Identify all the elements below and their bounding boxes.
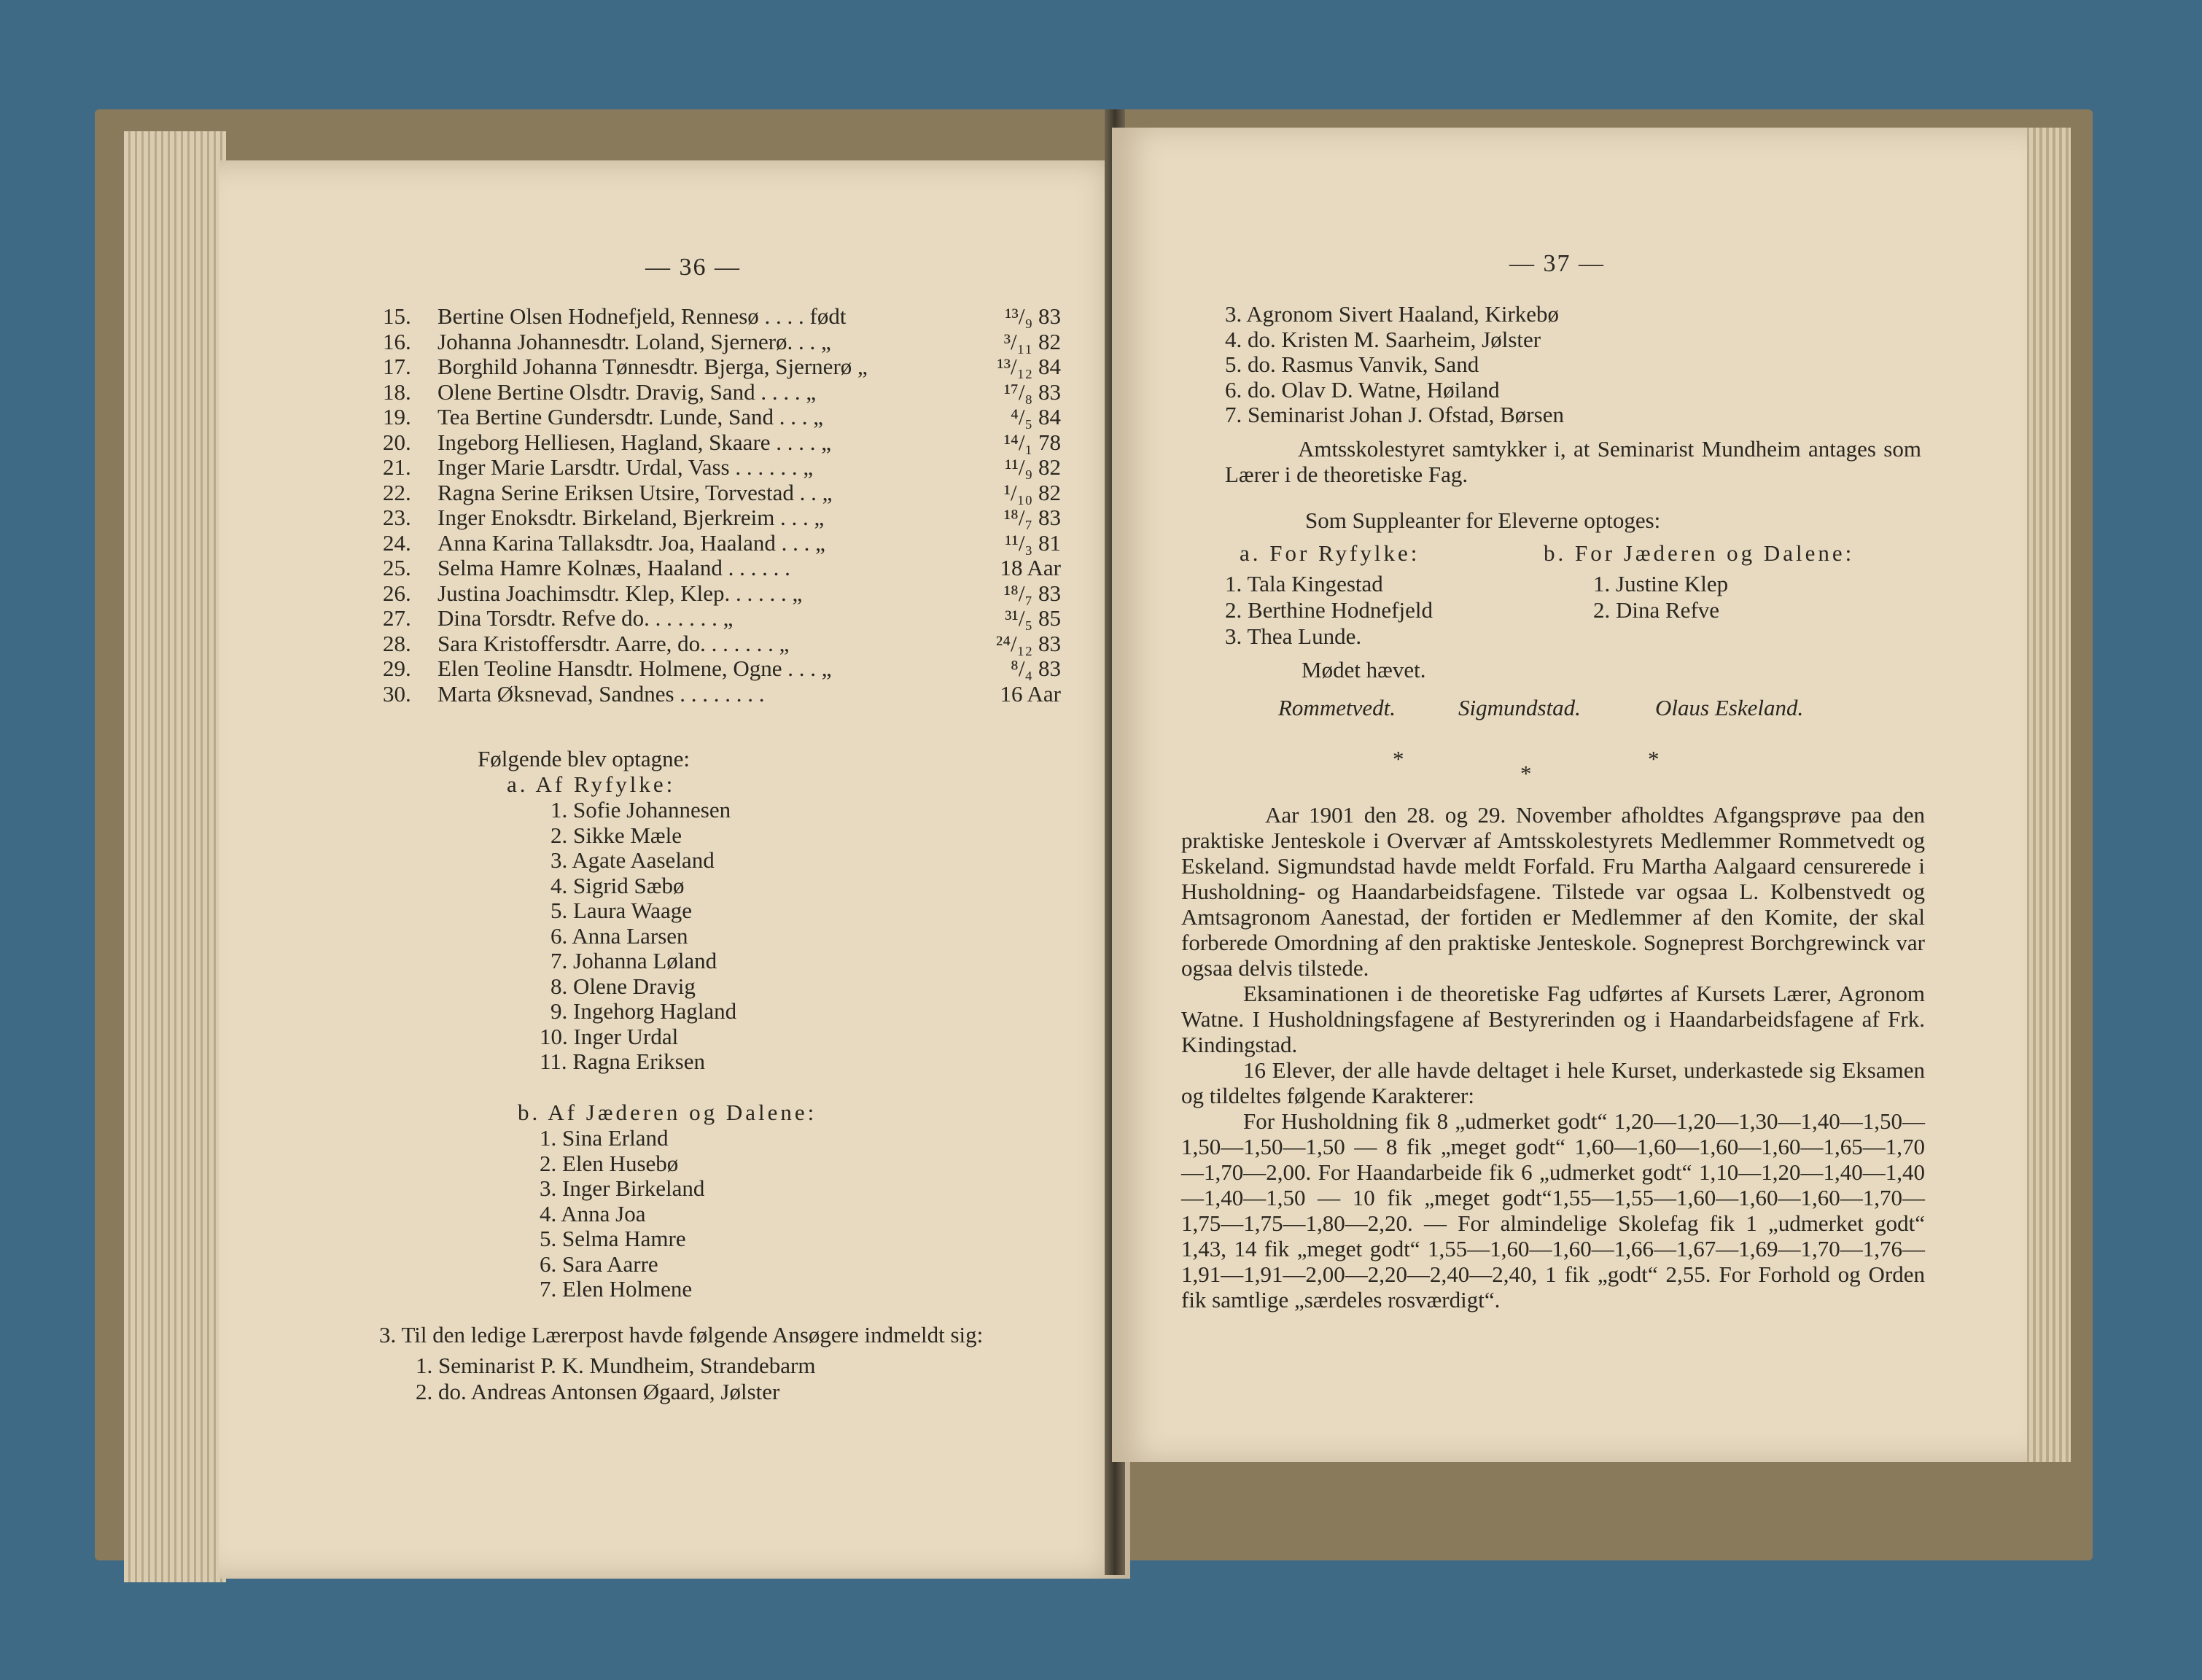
student-entry: Olene Bertine Olsdtr. Dravig, Sand . . . . „ [437,378,817,405]
student-number: 22. [383,479,411,505]
page-number-right: — 37 — [1509,250,1605,277]
student-number: 18. [383,378,411,405]
student-number: 30. [383,680,411,707]
page-edges-right [2020,128,2071,1462]
admitted-student-b: 2. Elen Husebø [540,1150,679,1176]
student-birthdate: 18 Aar [1000,555,1061,580]
student-birthdate: ¹⁷/₈ 83 [1003,378,1061,405]
left-page [219,160,1130,1579]
page-edges-left [124,131,226,1582]
admitted-student-b: 5. Selma Hamre [540,1226,686,1251]
student-number: 25. [383,555,411,580]
student-number: 28. [383,630,411,656]
applicants-heading: 3. Til den ledige Lærerpost havde følgende Ansøgere indmeldt sig: [379,1322,984,1348]
exam-paragraph-1: Aar 1901 den 28. og 29. November afholdtes Afgangsprøve paa den praktiske Jenteskole i Overvær af Amtsskolestyrets Medlemmer Rommetvedt og Eskeland. Sigmundstad havde meldt Forfald. Fru Martha Aalgaard censurerede i Husholdning- og Haandarbeidsfagene. Tilstede var ogsaa L. Kolbenstvedt og Amtsagronom Aanestad, der fortiden er Medlemmer af den Komite, der skal forberede Omordning af den praktiske Jenteskole. Sogneprest Borchgrewinck var ogsaa delvis tilstede. [1181,802,1925,981]
student-entry: Anna Karina Tallaksdtr. Joa, Haaland . . . „ [437,529,825,556]
student-number: 19. [383,404,411,429]
student-entry: Tea Bertine Gundersdtr. Lunde, Sand . . . „ [437,404,823,429]
admitted-student-a: 7. Johanna Løland [550,948,717,973]
applicant-entry: 4. do. Kristen M. Saarheim, Jølster [1225,326,1541,352]
student-number: 27. [383,605,411,631]
student-entry: Marta Øksnevad, Sandnes . . . . . . . . [437,680,765,707]
decision-paragraph: Amtsskolestyret samtykker i, at Seminarist Mundheim antages som Lærer i de theoretiske Fag. [1225,436,1921,487]
substitute-a: 3. Thea Lunde. [1225,623,1362,649]
student-birthdate: ⁸/₄ 83 [1011,656,1061,681]
admitted-student-b: 4. Anna Joa [540,1200,646,1226]
admitted-student-a: 10. Inger Urdal [540,1023,679,1049]
admitted-student-a: 2. Sikke Mæle [550,822,682,848]
admitted-student-a: 8. Olene Dravig [550,973,696,999]
exam-paragraph-3: 16 Elever, der alle havde deltaget i hele Kurset, underkastede sig Eksamen og tildeltes følgende Karakterer: [1181,1057,1925,1108]
admitted-student-a: 11. Ragna Eriksen [540,1049,705,1074]
student-entry: Johanna Johannesdtr. Loland, Sjernerø. . . „ [437,328,831,354]
asterisk-2: * [1520,761,1532,786]
student-entry: Bertine Olsen Hodnefjeld, Rennesø . . . . født [437,303,847,329]
admitted-student-a: 9. Ingehorg Hagland [550,998,737,1024]
applicant-entry: 7. Seminarist Johan J. Ofstad, Børsen [1225,402,1564,427]
asterisk-1: * [1393,746,1404,771]
student-birthdate: ¹³/₁₂ 84 [997,354,1061,379]
student-entry: Selma Hamre Kolnæs, Haaland . . . . . . [437,555,790,580]
student-birthdate: ¹¹/₃ 81 [1005,529,1061,556]
student-birthdate: ¹¹/₉ 82 [1005,454,1061,480]
admitted-student-a: 1. Sofie Johannesen [550,797,731,822]
substitute-a: 1. Tala Kingestad [1225,571,1383,596]
student-birthdate: ¹⁸/₇ 83 [1003,505,1061,530]
student-birthdate: ³¹/₅ 85 [1005,605,1061,631]
applicant-entry: 5. do. Rasmus Vanvik, Sand [1225,351,1479,377]
student-number: 29. [383,656,411,681]
student-entry: Inger Enoksdtr. Birkeland, Bjerkreim . . . „ [437,505,825,530]
sub-a-label: a. For Ryfylke: [1240,540,1420,566]
admitted-heading: Følgende blev optagne: [478,746,690,771]
student-entry: Justina Joachimsdtr. Klep, Klep. . . . . . „ [437,580,803,606]
student-birthdate: ⁴/₅ 84 [1011,404,1061,429]
applicant-entry: 3. Agronom Sivert Haaland, Kirkebø [1225,301,1560,327]
student-birthdate: ²⁴/₁₂ 83 [995,630,1061,656]
admitted-student-a: 4. Sigrid Sæbø [550,872,685,898]
right-page [1112,128,2027,1462]
page-number-left: — 36 — [645,254,741,281]
student-birthdate: 16 Aar [1000,680,1061,707]
signature-2: Sigmundstad. [1458,695,1581,720]
exam-paragraph-4: For Husholdning fik 8 „udmerket godt“ 1,20—1,20—1,30—1,40—1,50—1,50—1,50—1,50 — 8 fik „meget godt“ 1,60—1,60—1,60—1,60—1,65—1,70—1,70—2,00. For Haandarbeide fik 6 „udmerket godt“ 1,10—1,20—1,40—1,40—1,40—1,50 — 10 fik „meget godt“1,55—1,55—1,60—1,60—1,60—1,70—1,75—1,75—1,80—2,20. — For almindelige Skolefag fik 1 „udmerket godt“ 1,43, 14 fik „meget godt“ 1,55—1,60—1,60—1,66—1,67—1,69—1,70—1,76—1,91—1,91—2,00—2,20—2,40—2,40, 1 fik „godt“ 2,55. For Forhold og Orden fik samtlige „særdeles rosværdigt“. [1181,1108,1925,1312]
student-birthdate: ¹⁸/₇ 83 [1003,580,1061,606]
student-entry: Sara Kristoffersdtr. Aarre, do. . . . . . . „ [437,630,790,656]
signature-3: Olaus Eskeland. [1655,695,1804,720]
sub-b-label: b. For Jæderen og Dalene: [1544,540,1855,566]
student-number: 15. [383,303,411,329]
student-number: 26. [383,580,411,606]
admitted-student-a: 5. Laura Waage [550,898,693,923]
student-entry: Ragna Serine Eriksen Utsire, Torvestad . . „ [437,479,833,505]
student-number: 17. [383,354,411,379]
admitted-student-a: 6. Anna Larsen [550,922,688,949]
student-number: 20. [383,429,411,455]
substitute-b: 1. Justine Klep [1593,571,1729,596]
admitted-student-b: 7. Elen Holmene [540,1276,693,1302]
admitted-student-b: 6. Sara Aarre [540,1251,658,1277]
applicant-entry: 1. Seminarist P. K. Mundheim, Strandebarm [416,1353,816,1378]
student-number: 24. [383,529,411,556]
student-number: 21. [383,454,411,480]
asterisk-3: * [1648,746,1660,771]
group-a-label: a. Af Ryfylke: [507,771,676,797]
group-b-label: b. Af Jæderen og Dalene: [518,1100,817,1125]
student-birthdate: ³/₁₁ 82 [1003,328,1061,354]
applicant-entry: 6. do. Olav D. Watne, Høiland [1225,376,1500,402]
student-birthdate: ¹⁴/₁ 78 [1003,429,1061,455]
closing-line: Mødet hævet. [1302,657,1426,682]
student-entry: Dina Torsdtr. Refve do. . . . . . . „ [437,605,734,631]
student-entry: Borghild Johanna Tønnesdtr. Bjerga, Sjernerø „ [437,354,868,379]
admitted-student-a: 3. Agate Aaseland [550,847,715,873]
student-birthdate: ¹/₁₀ 82 [1003,479,1061,505]
applicant-entry: 2. do. Andreas Antonsen Øgaard, Jølster [416,1379,780,1404]
student-number: 16. [383,328,411,354]
student-entry: Inger Marie Larsdtr. Urdal, Vass . . . . . . „ [437,454,814,480]
substitute-b: 2. Dina Refve [1593,597,1720,623]
student-number: 23. [383,505,411,530]
student-birthdate: ¹³/₉ 83 [1005,303,1061,329]
student-entry: Ingeborg Helliesen, Hagland, Skaare . . . . „ [437,429,832,455]
signature-1: Rommetvedt. [1278,695,1396,720]
admitted-student-b: 1. Sina Erland [540,1125,669,1151]
student-entry: Elen Teoline Hansdtr. Holmene, Ogne . . . „ [437,656,832,681]
admitted-student-b: 3. Inger Birkeland [540,1175,705,1201]
exam-paragraph-2: Eksaminationen i de theoretiske Fag udførtes af Kursets Lærer, Agronom Watne. I Husholdningsfagene af Bestyrerinden og i Haandarbeidsfagene af Frk. Kindingstad. [1181,981,1925,1057]
substitute-a: 2. Berthine Hodnefjeld [1225,597,1433,623]
substitutes-heading: Som Suppleanter for Eleverne optoges: [1305,508,1661,533]
